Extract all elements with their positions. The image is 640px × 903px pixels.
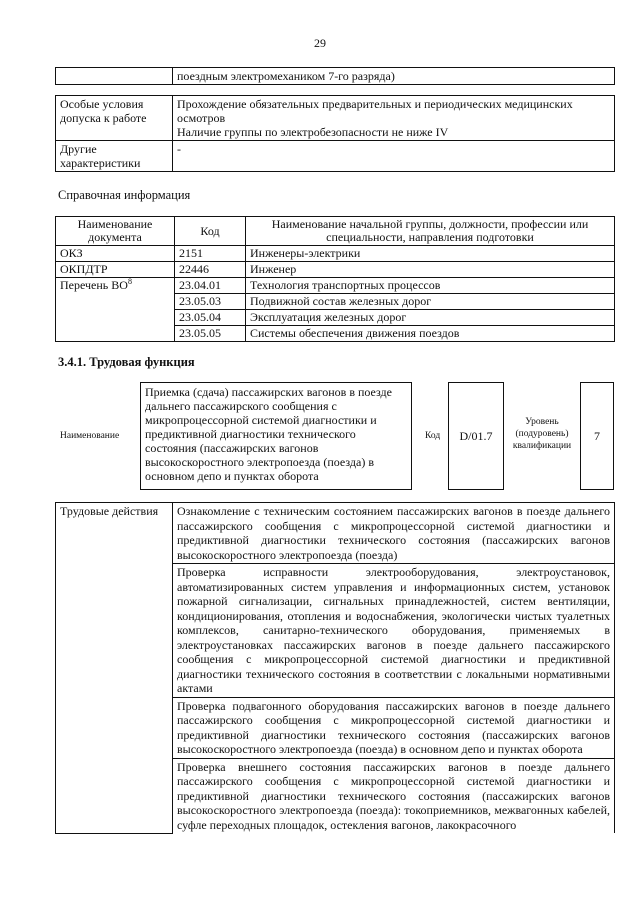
condition-label: Особые условия допуска к работе [56,96,173,141]
ref-name: Инженеры-электрики [246,246,615,262]
page-number: 29 [314,36,326,50]
ref-doc [56,278,175,342]
ref-name: Подвижной состав железных дорог [246,294,615,310]
reference-table [55,216,615,342]
footnote-mark: 8 [127,277,132,286]
actions-label: Трудовые действия [56,503,173,834]
ref-name: Технология транспортных процессов [246,278,615,294]
condition-value: Прохождение обязательных предварительных и периодических медицинских осмотров Наличие группы по электробезопасности не ниже IV [173,96,615,141]
function-code: D/01.7 [448,382,504,490]
actions-table [55,502,615,834]
ref-code: 2151 [175,246,246,262]
empty-cell [56,68,173,85]
table-row [56,246,615,262]
function-code-label: Код [425,431,441,441]
continuation-table [55,67,615,85]
ref-name: Инженер [246,262,615,278]
function-level: 7 [580,382,614,490]
header-name: Наименование начальной группы, должности, профессии или специальности, направления подготовки [246,217,615,246]
table-row [56,262,615,278]
reference-title: Справочная информация [58,188,191,202]
conditions-table [55,95,615,172]
action-item: Проверка исправности электрооборудования, электроустановок, автоматизированных систем управления и информационных систем, установок пожарной сигнализации, сигнальных принадлежностей, систем вентиляции, кондиционирования, отопления и водоснабжения, экологически чистых туалетных комплексов, санитарно-технического оборудования, применяемых в электроустановках пассажирских вагонов в поезде дальнего пассажирского сообщения с микропроцессорной системой диагностики и предиктивной диагностики технического состояния в соответствии с локальными нормативными актами [173,564,615,698]
ref-code: 23.05.05 [175,326,246,342]
table-row [56,503,615,564]
ref-doc: ОКЗ [56,246,175,262]
ref-code: 23.05.03 [175,294,246,310]
function-level-label: Уровень (подуровень) квалификации [512,417,572,451]
condition-row [56,141,615,172]
header-code: Код [175,217,246,246]
condition-label: Другие характеристики [56,141,173,172]
condition-value: - [173,141,615,172]
ref-doc: ОКПДТР [56,262,175,278]
reference-header-row [56,217,615,246]
table-row [56,278,615,294]
header-doc: Наименование документа [56,217,175,246]
action-item: Проверка внешнего состояния пассажирских вагонов в поезде дальнего пассажирского сообщения с микропроцессорной системой диагностики и предиктивной диагностики технического состояния (пассажирских вагонов высокоскоростного электропоезда (поезда): токоприемников, межвагонных кабелей, суфле переходных площадок, остекления вагонов, лакокрасочного [173,758,615,833]
function-name: Приемка (сдача) пассажирских вагонов в поезде дальнего пассажирского сообщения с микропроцессорной системой диагностики и предиктивной диагностики технического состояния (пассажирских вагонов высокоскоростного электропоезда (поезда) в основном депо и пунктах оборота [140,382,412,490]
ref-code: 22446 [175,262,246,278]
ref-code: 23.05.04 [175,310,246,326]
ref-code: 23.04.01 [175,278,246,294]
ref-name: Системы обеспечения движения поездов [246,326,615,342]
ref-name: Эксплуатация железных дорог [246,310,615,326]
function-name-label: Наименование [60,431,120,441]
action-item: Ознакомление с техническим состоянием пассажирских вагонов в поезде дальнего пассажирского сообщения с микропроцессорной системой диагностики и предиктивной диагностики технического состояния (пассажирских вагонов высокоскоростного электропоезда (поезда) [173,503,615,564]
continuation-text: поездным электромехаником 7-го разряда) [173,68,615,85]
condition-row [56,96,615,141]
action-item: Проверка подвагонного оборудования пассажирских вагонов в поезде дальнего пассажирского сообщения с микропроцессорной системой диагностики и предиктивной диагностики технического состояния (пассажирских вагонов высокоскоростного электропоезда (поезда) в основном депо и пунктах оборота [173,697,615,758]
function-title: 3.4.1. Трудовая функция [58,355,195,369]
ref-doc-text: Перечень ВО [60,278,128,292]
